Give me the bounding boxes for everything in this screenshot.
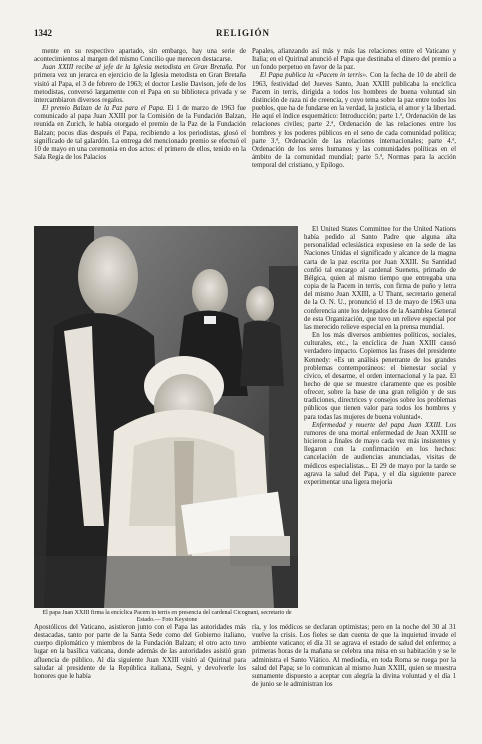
paragraph: Juan XXIII recibe al jefe de la Iglesia metodista en Gran Bretaña. Por primera vez un jerarca en ejercicio de la Iglesia metodista en Gran Bretaña visitó al Papa, el 3 de febrero de 1963; el doctor Leslie Davison, jefe de los metodistas, conversó largamente con el Papa en su biblioteca privada y se intercambiaron diversos regalos. [34, 64, 246, 104]
page-header [34, 28, 452, 40]
photo-caption: El papa Juan XXIII firma la encíclica Pacem in terris en presencia del cardenal Cicognani, secretario de Estado.— Foto Keystone [42, 610, 292, 623]
paragraph: Enfermedad y muerte del papa Juan XXIII. Los rumores de una mortal enfermedad de Juan XXIII se hicieron a finales de mayo cada vez más insistentes y llegaron con la confirmación en los hechos: cancelación de audiencias anunciadas, visitas de médicos especialistas... El 29 de mayo por la tarde se agrava la salud del Papa, y el día siguiente parece experimentar una ligera mejoría [304, 421, 456, 486]
paragraph: En los más diversos ambientes políticos, sociales, culturales, etc., la encíclica de Juan XXIII causó verdadero impacto. Copiemos las frases del presidente Kennedy: «Es un análisis penetrante de los grandes problemas contemporáneos: el bienestar social y cívico, el desarme, el orden internacional y la paz. El hecho de que se muestre claramente que es posible ofrecer, sobre la base de una gran religión y de sus tradiciones, directrices y consejos sobre los problemas públicos que tienen valor para todos los hombres y para todas las mujeres de buena voluntad». [304, 332, 456, 421]
paragraph: El United States Committee for the United Nations había pedido al Santo Padre que alguna alta personalidad eclesiástica expusiese en la sede de las Naciones Unidas el significado y alcance de la magna carta de la paz escrita por Juan XXIII. Su Santidad confió tal encargo al cardenal Suenens, primado de Bélgica, quien al mismo tiempo que entregaba una copia de la Pacem in terris, con firma de puño y letra del mismo Juan XXIII, a U Thant, secretario general de la O. N. U., pronunció el 13 de mayo de 1963 una conferencia ante los delegados de la Asamblea General de esta Organización, que tuvo un relieve especial por las merecido relieve especial en la prensa mundial. [304, 226, 456, 331]
text-column-right [304, 226, 456, 611]
text-column-bottom-right [252, 624, 456, 720]
page-number: 1342 [34, 28, 52, 38]
paragraph-heading: Juan XXIII recibe al jefe de la Iglesia metodista en Gran Bretaña. [42, 64, 234, 72]
paragraph-heading: El premio Balzan de la Paz para el Papa. [42, 105, 165, 113]
text-column-bottom-left [34, 624, 246, 720]
text-column-top-left [34, 48, 246, 224]
paragraph-heading: Enfermedad y muerte del papa Juan XXIII. [312, 421, 443, 429]
paragraph-heading: El Papa publica la «Pacem in terris». [260, 72, 368, 80]
photograph-pope-signing [34, 226, 298, 608]
text-column-top-right [252, 48, 456, 224]
paragraph: mente en su respectivo apartado, sin embargo, hay una serie de acontecimientos al margen del mismo Concilio que merecen destacarse. [34, 48, 246, 64]
paragraph: El premio Balzan de la Paz para el Papa. El 1 de marzo de 1963 fue comunicado al papa Juan XXIII por la Comisión de la Fundación Balzan, reunida en Zurich, le había otorgado el premio de la Paz de la Fundación Balzan; pocos días después el Papa, recibiendo a los periodistas, glosó el significado de tal galardón. La entrega del mencionado premio se efectuó el 10 de mayo en una ceremonia en dos actos: el primero de ellos, tenido en la Sala Regia de los Palacios [34, 105, 246, 162]
paragraph: Apostólicos del Vaticano, asistieron junto con el Papa las autoridades más destacadas, tanto por parte de la Santa Sede como del Gobierno italiano, cuerpo diplomático y miembros de la Fundación Balzan; el otro acto tuvo lugar en la basílica vaticana, donde además de las autoridades asistió gran afluencia de público. Al día siguiente Juan XXIII visitó al Quirinal para saludar al presidente de la República italiana, Segni, y devolverle los honores que le había [34, 624, 246, 680]
section-title: RELIGIÓN [215, 28, 270, 38]
paragraph: ría, y los médicos se declaran optimistas; pero en la noche del 30 al 31 vuelve la crisis. Los fieles se dan cuenta de que la inquietud invade el ambiente vaticano; el día 31 se agrava el estado de salud del enfermo; a primeras horas de la mañana se celebra una misa en su habitación y se le administra el Santo Viático. Al mediodía, en toda Roma se ruega por la salud del Papa; se lo comunican al mismo Juan XXIII, quien se muestra sumamente dispuesto a aceptar con alegría la divina voluntad y el día 1 de junio se le administran los [252, 624, 456, 689]
paragraph: El Papa publica la «Pacem in terris». Con la fecha de 10 de abril de 1963, festividad del Jueves Santo, Juan XXIII publicaba la encíclica Pacem in terris, dirigida a todos los hombres de buena voluntad sin distinción de raza ni de creencia, y cuyo tema sobre la paz entre todos los pueblos, que ha de fundarse en la verdad, la justicia, el amor y la libertad. He aquí el índice esquemático: Introducción; parte 1.ª, Ordenación de las relaciones civiles; parte 2.ª, Ordenación de las relaciones entre los hombres y los poderes públicos en el seno de cada comunidad política; parte 3.ª, Ordenación de las relaciones internacionales; parte 4.ª, Ordenación de los seres humanos y las comunidades políticas en el ámbito de la comunidad mundial; parte 5.ª, Normas para la acción temporal del cristiano, y Epílogo. [252, 72, 456, 170]
paragraph: Papales, afianzando así más y más las relaciones entre el Vaticano y Italia; en el Quirinal anunció el Papa que destinaba el dinero del premio a un fondo perpetuo en favor de la paz. [252, 48, 456, 72]
